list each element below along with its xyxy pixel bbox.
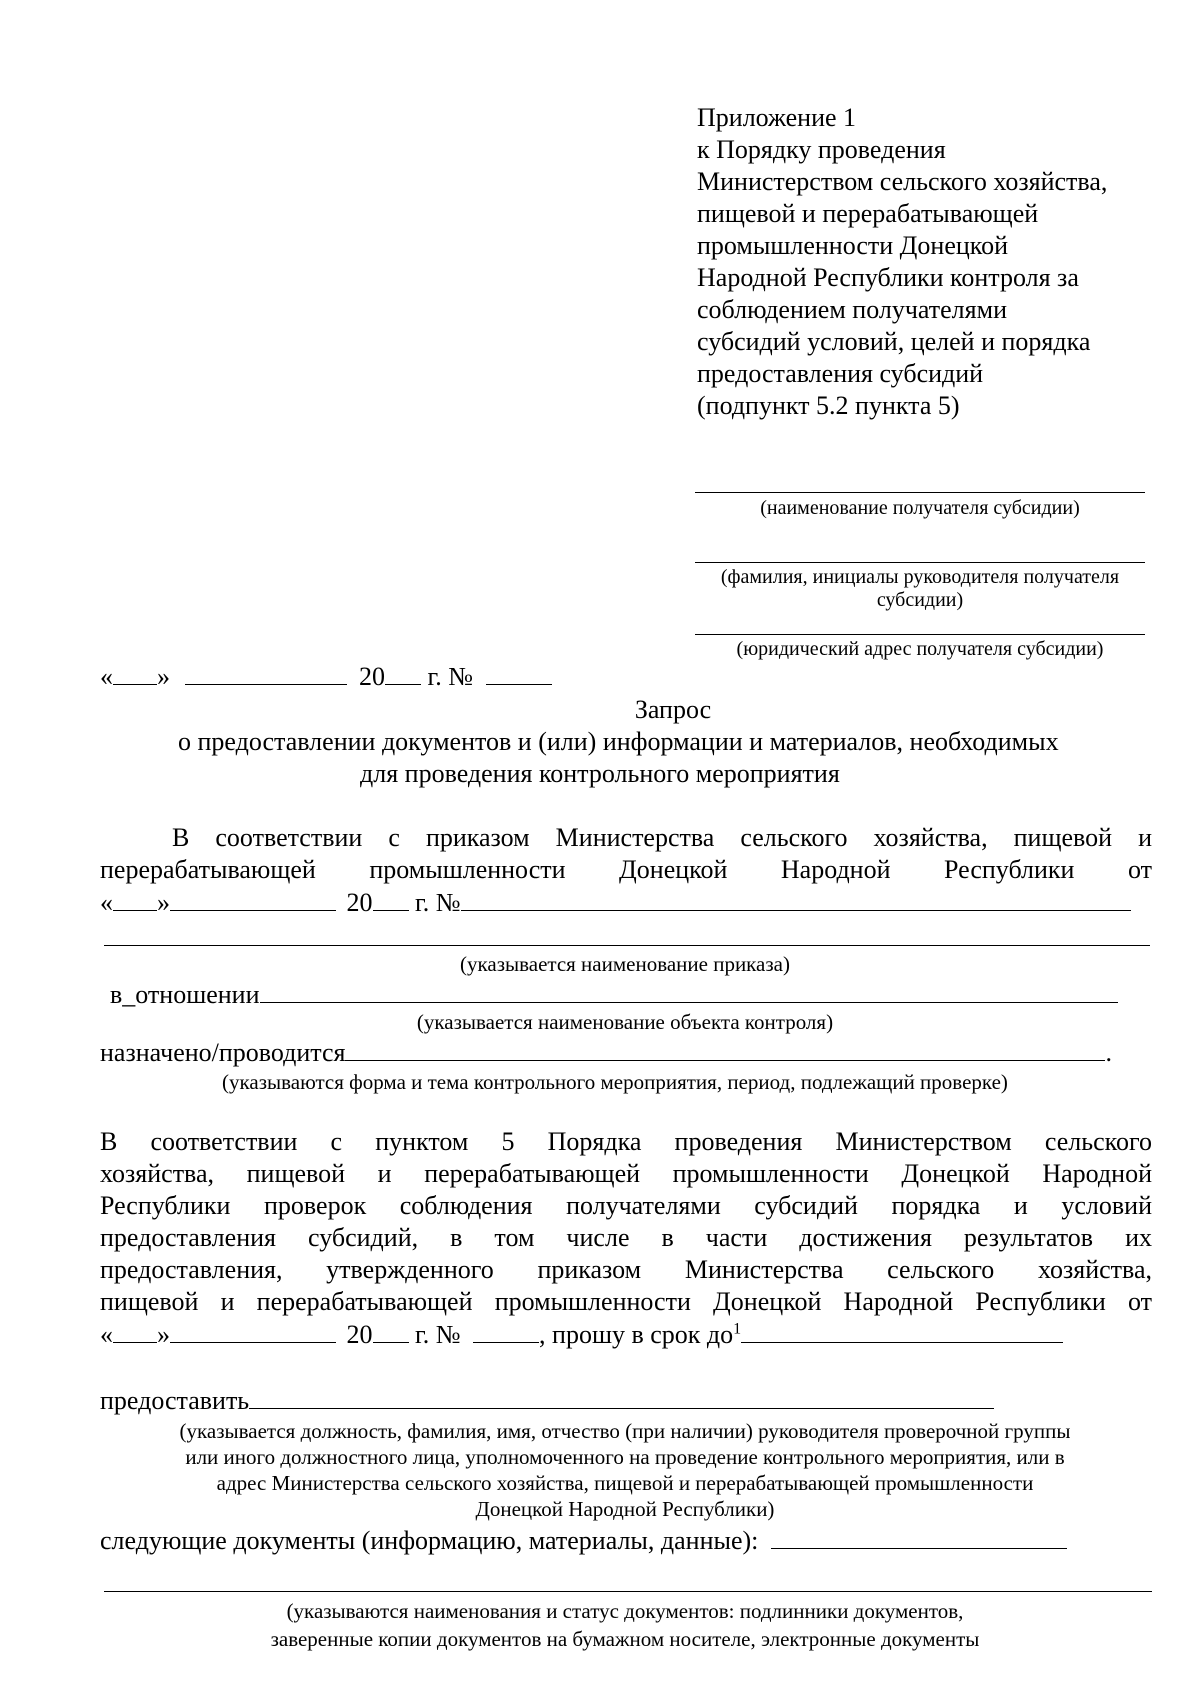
order-caption: (указывается наименование приказа) (460, 952, 790, 976)
open-quote: « (100, 662, 113, 691)
year-prefix: 20 (359, 662, 385, 691)
appendix-line: (подпункт 5.2 пункта 5) (697, 391, 960, 420)
documents-label: следующие документы (информацию, материалы, данные): (100, 1526, 759, 1555)
appendix-line: к Порядку проведения (697, 135, 946, 164)
provide-caption-line: адрес Министерства сельского хозяйства, пищевой и перерабатывающей промышленности (216, 1471, 1034, 1495)
regarding-line (110, 978, 1118, 1011)
regarding-label: в_отношении (110, 980, 260, 1009)
provide-caption-line: или иного должностного лица, уполномоченного на проведение контрольного мероприятия, или в (185, 1445, 1065, 1469)
close-quote: » (157, 662, 170, 691)
recipient-address-line[interactable] (695, 634, 1145, 635)
regarding-blank[interactable] (260, 978, 1118, 1003)
order-number-blank[interactable] (461, 886, 1131, 911)
paragraph-line: предоставления, утвержденного приказом Министерства сельского хозяйства, (100, 1255, 1152, 1284)
order-month-blank[interactable] (170, 886, 336, 911)
regulation-day-blank[interactable] (113, 1318, 157, 1343)
recipient-head-line[interactable] (695, 562, 1145, 563)
paragraph-line: пищевой и перерабатывающей промышленности Донецкой Народной Республики от (100, 1287, 1152, 1316)
paragraph-line: Республики проверок соблюдения получателями субсидий порядка и условий (100, 1191, 1152, 1220)
appendix-header (697, 102, 1107, 422)
assigned-label: назначено/проводится (100, 1038, 346, 1067)
number-blank[interactable] (486, 660, 552, 685)
appendix-line: предоставления субсидий (697, 359, 984, 388)
day-blank[interactable] (113, 660, 157, 685)
year-blank[interactable] (385, 660, 421, 685)
recipient-name-line[interactable] (695, 492, 1145, 493)
appendix-line: пищевой и перерабатывающей (697, 199, 1039, 228)
date-number-line (100, 660, 552, 693)
order-year-blank[interactable] (373, 886, 409, 911)
recipient-address-caption: (юридический адрес получателя субсидии) (736, 638, 1104, 660)
request-text: , прошу в срок до (539, 1320, 734, 1349)
appendix-line: промышленности Донецкой (697, 231, 1008, 260)
request-line: « » 20 г. № , прошу в срок $до^1$ (100, 1318, 1063, 1351)
order-day-blank[interactable] (113, 886, 157, 911)
documents-caption-line: заверенные копии документов на бумажном носителе, электронные документы (270, 1627, 980, 1651)
assigned-line: назначено/проводится . (100, 1038, 1112, 1067)
recipient-name-caption: (наименование получателя субсидии) (760, 497, 1080, 519)
documents-list-line[interactable] (104, 1591, 1152, 1592)
form-caption: (указываются форма и тема контрольного мероприятия, период, подлежащий проверке) (222, 1070, 1008, 1094)
provide-caption (100, 1418, 1150, 1522)
paragraph-line: перерабатывающей промышленности Донецкой Народной Республики от (100, 855, 1152, 884)
provide-caption-line: (указывается должность, фамилия, имя, отчество (при наличии) руководителя проверочной группы (179, 1419, 1071, 1443)
recipient-head-caption: субсидии) (876, 589, 964, 611)
documents-line (100, 1524, 1067, 1557)
documents-caption (100, 1597, 1150, 1653)
year-suffix: г. № (427, 662, 474, 691)
deadline-blank[interactable] (741, 1318, 1063, 1343)
appendix-line: субсидий условий, целей и порядка (697, 327, 1091, 356)
paragraph-line: хозяйства, пищевой и перерабатывающей промышленности Донецкой Народной (100, 1159, 1152, 1188)
documents-caption-line: (указываются наименования и статус документов: подлинники документов, (286, 1599, 964, 1623)
appendix-line: соблюдением получателями (697, 295, 1007, 324)
object-caption: (указывается наименование объекта контроля) (416, 1010, 834, 1034)
assigned-blank[interactable] (345, 1036, 1105, 1061)
provide-label: предоставить (100, 1386, 250, 1415)
provide-blank[interactable] (249, 1384, 994, 1409)
footnote-mark: 1 (733, 1320, 742, 1338)
appendix-line: Народной Республики контроля за (697, 263, 1079, 292)
appendix-line: Приложение 1 (697, 103, 857, 132)
recipient-head-caption: (фамилия, инициалы руководителя получателя (720, 566, 1120, 588)
order-name-line[interactable] (104, 945, 1150, 946)
document-subtitle: о предоставлении документов и (или) информации и материалов, необходимых (178, 727, 1059, 756)
regulation-month-blank[interactable] (170, 1318, 336, 1343)
regulation-number-blank[interactable] (473, 1318, 539, 1343)
appendix-line: Министерством сельского хозяйства, (697, 167, 1108, 196)
paragraph-line: В соответствии с пунктом 5 Порядка проведения Министерством сельского (100, 1127, 1152, 1156)
paragraph-line: В соответствии с приказом Министерства сельского хозяйства, пищевой и (172, 823, 1152, 852)
provide-caption-line: Донецкой Народной Республики) (475, 1497, 775, 1521)
provide-line (100, 1384, 994, 1417)
order-date-line: « » 20 г. № (100, 886, 1131, 919)
documents-blank[interactable] (771, 1524, 1067, 1549)
document-subtitle: для проведения контрольного мероприятия (360, 759, 840, 788)
month-blank[interactable] (185, 660, 347, 685)
document-title: Запрос (634, 695, 712, 724)
paragraph-line: предоставления субсидий, в том числе в части достижения результатов их (100, 1223, 1152, 1252)
regulation-year-blank[interactable] (373, 1318, 409, 1343)
